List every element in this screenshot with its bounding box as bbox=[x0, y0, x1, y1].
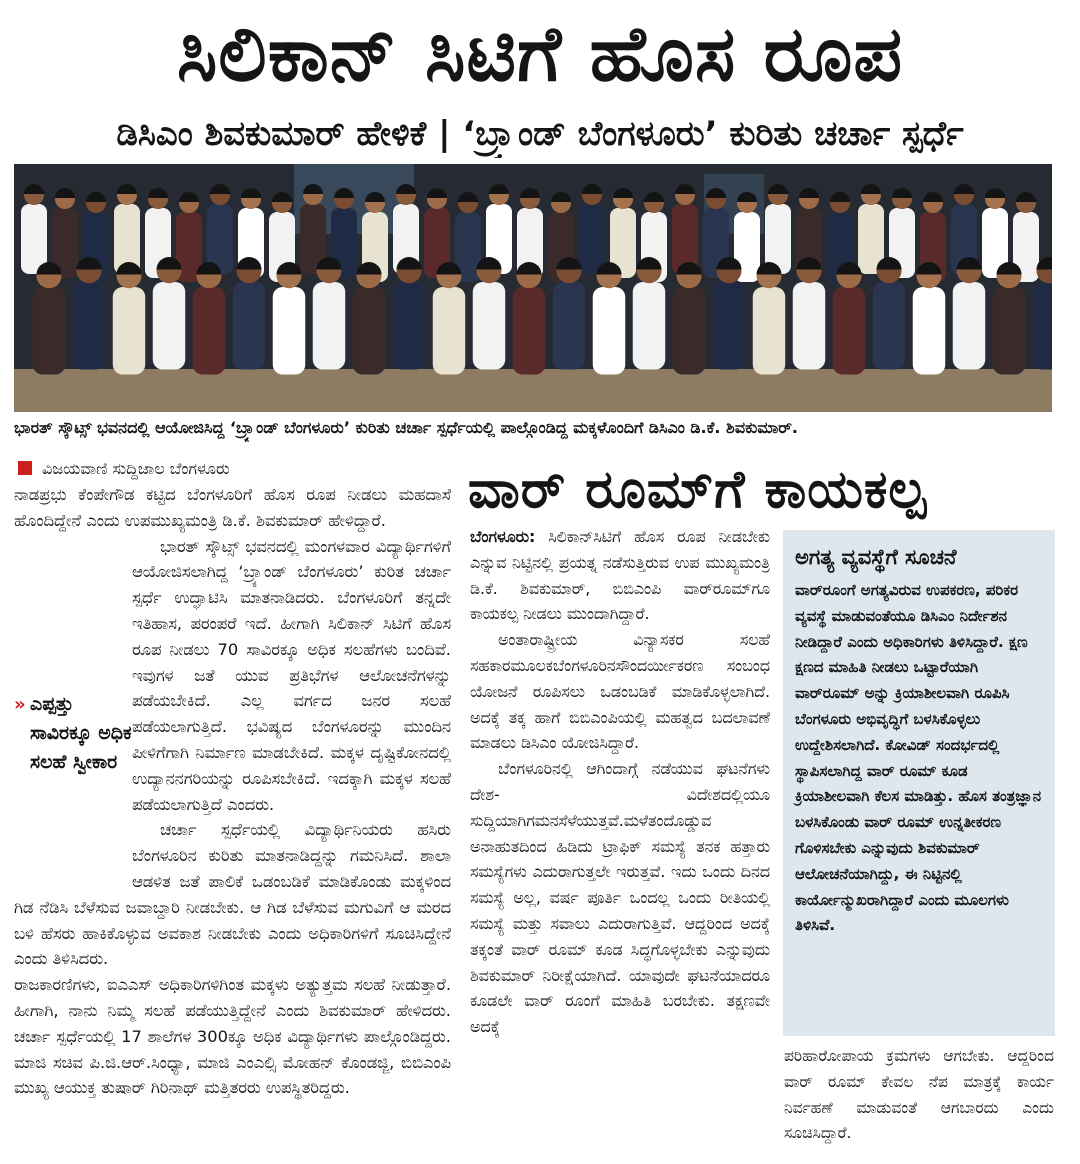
article1-paragraph-3: ಚರ್ಚಾ ಸ್ಪರ್ಧೆಯಲ್ಲಿ ವಿದ್ಯಾರ್ಥಿನಿಯರು ಹಸಿರು ಬೆಂಗಳೂರಿನ ಕುರಿತು ಮಾತನಾಡಿದ್ದನ್ನು ಗಮನಿಸಿದೆ. ಶಾಲಾ ಆಡಳಿತ ಜತೆ ಪಾಲಿಕೆ ಒಡಂಬಡಿಕೆ ಮಾಡಿಕೊಂಡು ಮಕ್ಕಳಿಂದ ಗಿಡ ನೆಡಿಸಿ ಬೆಳೆಸುವ ಜವಾಬ್ದಾರಿ ನೀಡಬೇಕು. ಆ ಗಿಡ ಬೆಳೆಸುವ ಮಗುವಿಗೆ ಆ ಮರದ ಬಳಿ ಹೆಸರು ಹಾಕಿಕೊಳ್ಳುವ ಅವಕಾಶ ನೀಡಬೇಕು ಎಂದು ಅಧಿಕಾರಿಗಳಿಗೆ ಸೂಚಿಸಿದ್ದೇನೆ ಎಂದು ತಿಳಿಸಿದರು. bbox=[14, 820, 451, 969]
crowd-figure-body bbox=[193, 287, 226, 375]
page-headline: ಸಿಲಿಕಾನ್ ಸಿಟಿಗೆ ಹೊಸ ರೂಪ bbox=[176, 9, 904, 98]
dateline: ಬೆಂಗಳೂರು: bbox=[470, 527, 536, 546]
crowd-figure-body bbox=[633, 282, 666, 370]
crowd-figure-body bbox=[873, 282, 906, 370]
crowd-figure-body bbox=[473, 282, 506, 370]
crowd-figure-body bbox=[513, 287, 546, 375]
article-column-2 bbox=[470, 524, 770, 1160]
crowd-figure-body bbox=[313, 282, 346, 370]
byline bbox=[14, 456, 454, 482]
crowd-figure-body bbox=[953, 282, 986, 370]
crowd-figure-body bbox=[353, 287, 386, 375]
crowd-figure-body bbox=[993, 287, 1026, 375]
sidebar-box-body: ವಾರ್‌ರೂಂಗೆ ಅಗತ್ಯವಿರುವ ಉಪಕರಣ, ಪರಿಕರ ವ್ಯವಸ್ಥೆ ಮಾಡುವಂತೆಯೂ ಡಿಸಿಎಂ ನಿರ್ದೇಶನ ನೀಡಿದ್ದಾರೆ ಎಂದು ಅಧಿಕಾರಿಗಳು ತಿಳಿಸಿದ್ದಾರೆ. ಕ್ಷಣ ಕ್ಷಣದ ಮಾಹಿತಿ ನೀಡಲು ಒಟ್ಟಾರೆಯಾಗಿ ವಾರ್‌ರೂಮ್ ಅನ್ನು ಕ್ರಿಯಾಶೀಲವಾಗಿ ರೂಪಿಸಿ ಬೆಂಗಳೂರು ಅಭಿವೃದ್ಧಿಗೆ ಬಳಸಿಕೊಳ್ಳಲು ಉದ್ದೇಶಿಸಲಾಗಿದೆ. ಕೋವಿಡ್ ಸಂದರ್ಭದಲ್ಲಿ ಸ್ಥಾಪಿಸಲಾಗಿದ್ದ ವಾರ್ ರೂಮ್ ಕೂಡ ಕ್ರಿಯಾಶೀಲವಾಗಿ ಕೆಲಸ ಮಾಡಿತ್ತು. ಹೊಸ ತಂತ್ರಜ್ಞಾನ ಬಳಸಿಕೊಂಡು ವಾರ್ ರೂಮ್ ಉನ್ನತೀಕರಣ ಗೊಳಿಸಬೇಕು ಎನ್ನುವುದು ಶಿವಕುಮಾರ್ ಆಲೋಚನೆಯಾಗಿದ್ದು, ಈ ನಿಟ್ಟಿನಲ್ಲಿ ಕಾರ್ಯೋನ್ಮುಖರಾಗಿದ್ದಾರೆ ಎಂದು ಮೂಲಗಳು ತಿಳಿಸಿವೆ. bbox=[795, 581, 1042, 935]
group-photo bbox=[14, 164, 1052, 412]
crowd-figure-body bbox=[593, 287, 626, 375]
continuation-paragraph: ಪರಿಹಾರೋಪಾಯ ಕ್ರಮಗಳು ಆಗಬೇಕು. ಆದ್ದರಿಂದ ವಾರ್ ರೂಮ್ ಕೇವಲ ನೆಪ ಮಾತ್ರಕ್ಕೆ ಕಾರ್ಯ ನಿರ್ವಹಣೆ ಮಾಡುವಂತೆ ಆಗಬಾರದು ಎಂದು ಸೂಚಿಸಿದ್ದಾರೆ. bbox=[784, 1047, 1054, 1143]
group-photo-illustration bbox=[14, 164, 1052, 412]
crowd-figure-body bbox=[153, 282, 186, 370]
article1-paragraph-1: ನಾಡಪ್ರಭು ಕೆಂಪೇಗೌಡ ಕಟ್ಟಿದ ಬೆಂಗಳೂರಿಗೆ ಹೊಸ ರೂಪ ನೀಡಲು ಮಹದಾಸೆ ಹೊಂದಿದ್ದೇನೆ ಎಂದು ಉಪಮುಖ್ಯಮಂತ್ರಿ ಡಿ.ಕೆ. ಶಿವಕುಮಾರ್ ಹೇಳಿದ್ದಾರೆ. bbox=[14, 485, 451, 530]
article-column-1 bbox=[14, 482, 451, 1158]
crowd-figure-body bbox=[793, 282, 826, 370]
crowd-figure-body bbox=[753, 287, 786, 375]
crowd-figure-body bbox=[393, 282, 426, 370]
crowd-figure-body bbox=[553, 282, 586, 370]
byline-text: ವಿಜಯವಾಣಿ ಸುದ್ದಿಜಾಲ ಬೆಂಗಳೂರು bbox=[42, 459, 230, 478]
sub-headline: ಡಿಸಿಎಂ ಶಿವಕುಮಾರ್ ಹೇಳಿಕೆ | ‘ಬ್ರ್ಯಾಂಡ್ ಬೆಂಗಳೂರು’ ಕುರಿತು ಚರ್ಚಾ ಸ್ಪರ್ಧೆ bbox=[116, 114, 964, 154]
crowd-figure-body bbox=[1033, 282, 1052, 370]
pull-quote bbox=[14, 690, 132, 808]
article1-paragraph-4: ರಾಜಕಾರಣಿಗಳು, ಐಎಎಸ್ ಅಧಿಕಾರಿಗಳಿಗಿಂತ ಮಕ್ಕಳು ಅತ್ಯುತ್ತಮ ಸಲಹೆ ನೀಡುತ್ತಾರೆ. ಹೀಗಾಗಿ, ನಾನು ನಿಮ್ಮ ಸಲಹೆ ಪಡೆಯುತ್ತಿದ್ದೇನೆ ಎಂದು ಶಿವಕುಮಾರ್ ಹೇಳಿದರು. ಚರ್ಚಾ ಸ್ಪರ್ಧೆಯಲ್ಲಿ 17 ಶಾಲೆಗಳ 300ಕ್ಕೂ ಅಧಿಕ ವಿದ್ಯಾರ್ಥಿಗಳು ಪಾಲ್ಗೊಂಡಿದ್ದರು. ಮಾಜಿ ಸಚಿವ ಪಿ.ಜಿ.ಆರ್.ಸಿಂಧ್ಯಾ, ಮಾಜಿ ಎಂಎಲ್ಸಿ ಮೋಹನ್ ಕೊಂಡಜ್ಜಿ, ಬಿಬಿಎಂಪಿ ಮುಖ್ಯ ಆಯುಕ್ತ ತುಷಾರ್ ಗಿರಿನಾಥ್ ಮತ್ತಿತರರು ಉಪಸ್ಥಿತರಿದ್ದರು. bbox=[14, 975, 451, 1098]
quote-arrow-icon: » bbox=[14, 694, 26, 715]
crowd-figure-body bbox=[579, 204, 605, 274]
crowd-figure-body bbox=[433, 287, 466, 375]
crowd-figure-body bbox=[33, 287, 66, 375]
article-column-3 bbox=[784, 1044, 1054, 1160]
crowd-figure-body bbox=[673, 287, 706, 375]
crowd-figure-body bbox=[273, 287, 306, 375]
crowd-figure-body bbox=[913, 287, 946, 375]
sidebar-box bbox=[783, 530, 1055, 1036]
photo-caption: ಭಾರತ್ ಸ್ಕೌಟ್ಸ್ ಭವನದಲ್ಲಿ ಆಯೋಜಿಸಿದ್ದ ‘ಬ್ರ್ಯಾಂಡ್ ಬೆಂಗಳೂರು’ ಕುರಿತು ಚರ್ಚಾ ಸ್ಪರ್ಧೆಯಲ್ಲಿ ಪಾಲ್ಗೊಂಡಿದ್ದ ಮಕ್ಕಳೊಂದಿಗೆ ಡಿಸಿಎಂ ಡಿ.ಕೆ. ಶಿವಕುಮಾರ್. bbox=[14, 418, 798, 437]
crowd-figure-body bbox=[833, 287, 866, 375]
article2-paragraph-1 bbox=[470, 524, 770, 627]
article2-paragraph-3: ಬೆಂಗಳೂರಿನಲ್ಲಿ ಆಗಿಂದಾಗ್ಗೆ ನಡೆಯುವ ಘಟನೆಗಳು ದೇಶ- ವಿದೇಶದಲ್ಲಿಯೂ ಸುದ್ದಿಯಾಗಿಗಮನಸೆಳೆಯುತ್ತವೆ.ಮಳೆತಂದೊಡ್ಡುವ ಅನಾಹುತದಿಂದ ಹಿಡಿದು ಟ್ರಾಫಿಕ್ ಸಮಸ್ಯೆ ತನಕ ಹತ್ತಾರು ಸಮಸ್ಯೆಗಳು ಎದುರಾಗುತ್ತಲೇ ಇರುತ್ತವೆ. ಇದು ಒಂದು ದಿನದ ಸಮಸ್ಯೆ ಅಲ್ಲ, ವರ್ಷ ಪೂರ್ತಿ ಒಂದಲ್ಲ ಒಂದು ರೀತಿಯಲ್ಲಿ ಸಮಸ್ಯೆ ಮತ್ತು ಸವಾಲು ಎದುರಾಗುತ್ತಿವೆ. ಆದ್ದರಿಂದ ಅದಕ್ಕೆ ತಕ್ಕಂತೆ ವಾರ್ ರೂಮ್ ಕೂಡ ಸಿದ್ಧಗೊಳ್ಳಬೇಕು ಎನ್ನುವುದು ಶಿವಕುಮಾರ್ ನಿರೀಕ್ಷೆಯಾಗಿದೆ. ಯಾವುದೇ ಘಟನೆಯಾದರೂ ಕೂಡಲೇ ವಾರ್ ರೂಂಗೆ ಮಾಹಿತಿ ಬರಬೇಕು. ತಕ್ಷಣವೇ ಅದಕ್ಕೆ bbox=[470, 759, 770, 1037]
crowd-figure-body bbox=[113, 287, 146, 375]
byline-square-icon bbox=[18, 461, 32, 475]
war-room-headline: ವಾರ್ ರೂಮ್‌ಗೆ ಕಾಯಕಲ್ಪ bbox=[468, 460, 928, 520]
pull-quote-text: ಎಪ್ಪತ್ತು ಸಾವಿರಕ್ಕೂ ಅಧಿಕ ಸಲಹೆ ಸ್ವೀಕಾರ bbox=[30, 693, 132, 773]
crowd-figure-body bbox=[713, 282, 746, 370]
crowd-figure-body bbox=[73, 282, 106, 370]
article2-paragraph-2: ಅಂತಾರಾಷ್ಟ್ರೀಯ ವಿನ್ಯಾಸಕರ ಸಲಹೆ ಸಹಕಾರಮೂಲಕಬೆಂಗಳೂರಿನಸೌಂದರ್ಯೀಕರಣ ಸಂಬಂಧ ಯೋಜನೆ ರೂಪಿಸಲು ಒಡಂಬಡಿಕೆ ಮಾಡಿಕೊಳ್ಳಲಾಗಿದೆ. ಅದಕ್ಕೆ ತಕ್ಕ ಹಾಗೆ ಬಿಬಿಎಂಪಿಯಲ್ಲಿ ಮಹತ್ವದ ಬದಲಾವಣೆ ಮಾಡಲು ಡಿಸಿಎಂ ಯೋಜಿಸಿದ್ದಾರೆ. bbox=[470, 630, 770, 753]
article2-paragraph-1-text: ಸಿಲಿಕಾನ್‌ಸಿಟಿಗೆ ಹೊಸ ರೂಪ ನೀಡಬೇಕು ಎನ್ನುವ ನಿಟ್ಟಿನಲ್ಲಿ ಪ್ರಯತ್ನ ನಡೆಸುತ್ತಿರುವ ಉಪ ಮುಖ್ಯಮಂತ್ರಿ ಡಿ.ಕೆ. ಶಿವಕುಮಾರ್, ಬಿಬಿಎಂಪಿ ವಾರ್‌ರೂಮ್‌ಗೂ ಕಾಯಕಲ್ಪ ನೀಡಲು ಮುಂದಾಗಿದ್ದಾರೆ. bbox=[470, 527, 770, 624]
article1-paragraph-2: ಭಾರತ್ ಸ್ಕೌಟ್ಸ್ ಭವನದಲ್ಲಿ ಮಂಗಳವಾರ ವಿದ್ಯಾರ್ಥಿಗಳಿಗೆ ಆಯೋಜಿಸಲಾಗಿದ್ದ ‘ಬ್ರ್ಯಾಂಡ್ ಬೆಂಗಳೂರು’ ಕುರಿತ ಚರ್ಚಾ ಸ್ಪರ್ಧೆ ಉದ್ಘಾಟಿಸಿ ಮಾತನಾಡಿದರು. ಬೆಂಗಳೂರಿಗೆ ತನ್ನದೇ ಇತಿಹಾಸ, ಪರಂಪರೆ ಇದೆ. ಹೀಗಾಗಿ ಸಿಲಿಕಾನ್ ಸಿಟಿಗೆ ಹೊಸ ರೂಪ ನೀಡಲು 70 ಸಾವಿರಕ್ಕೂ ಅಧಿಕ ಸಲಹೆಗಳು ಬಂದಿವೆ. ಇವುಗಳ ಜತೆ ಯುವ ಪ್ರತಿಭೆಗಳ ಆಲೋಚನೆಗಳನ್ನು ಪಡೆಯಬೇಕಿದೆ. ಎಲ್ಲ ವರ್ಗದ ಜನರ ಸಲಹೆ ಪಡೆಯಲಾಗುತ್ತಿದೆ. ಭವಿಷ್ಯದ ಬೆಂಗಳೂರನ್ನು ಮುಂದಿನ ಪೀಳಿಗೆಗಾಗಿ ನಿರ್ಮಾಣ ಮಾಡಬೇಕಿದೆ. ಮಕ್ಕಳ ದೃಷ್ಟಿಕೋನದಲ್ಲಿ ಉದ್ಯಾನನಗರಿಯನ್ನು ರೂಪಿಸಬೇಕಿದೆ. ಇದಕ್ಕಾಗಿ ಮಕ್ಕಳ ಸಲಹೆ ಪಡೆಯಲಾಗುತ್ತಿದೆ ಎಂದರು. bbox=[132, 536, 451, 814]
crowd-figure-body bbox=[233, 282, 266, 370]
sidebar-box-title: ಅಗತ್ಯ ವ್ಯವಸ್ಥೆಗೆ ಸೂಚನೆ bbox=[795, 545, 957, 569]
